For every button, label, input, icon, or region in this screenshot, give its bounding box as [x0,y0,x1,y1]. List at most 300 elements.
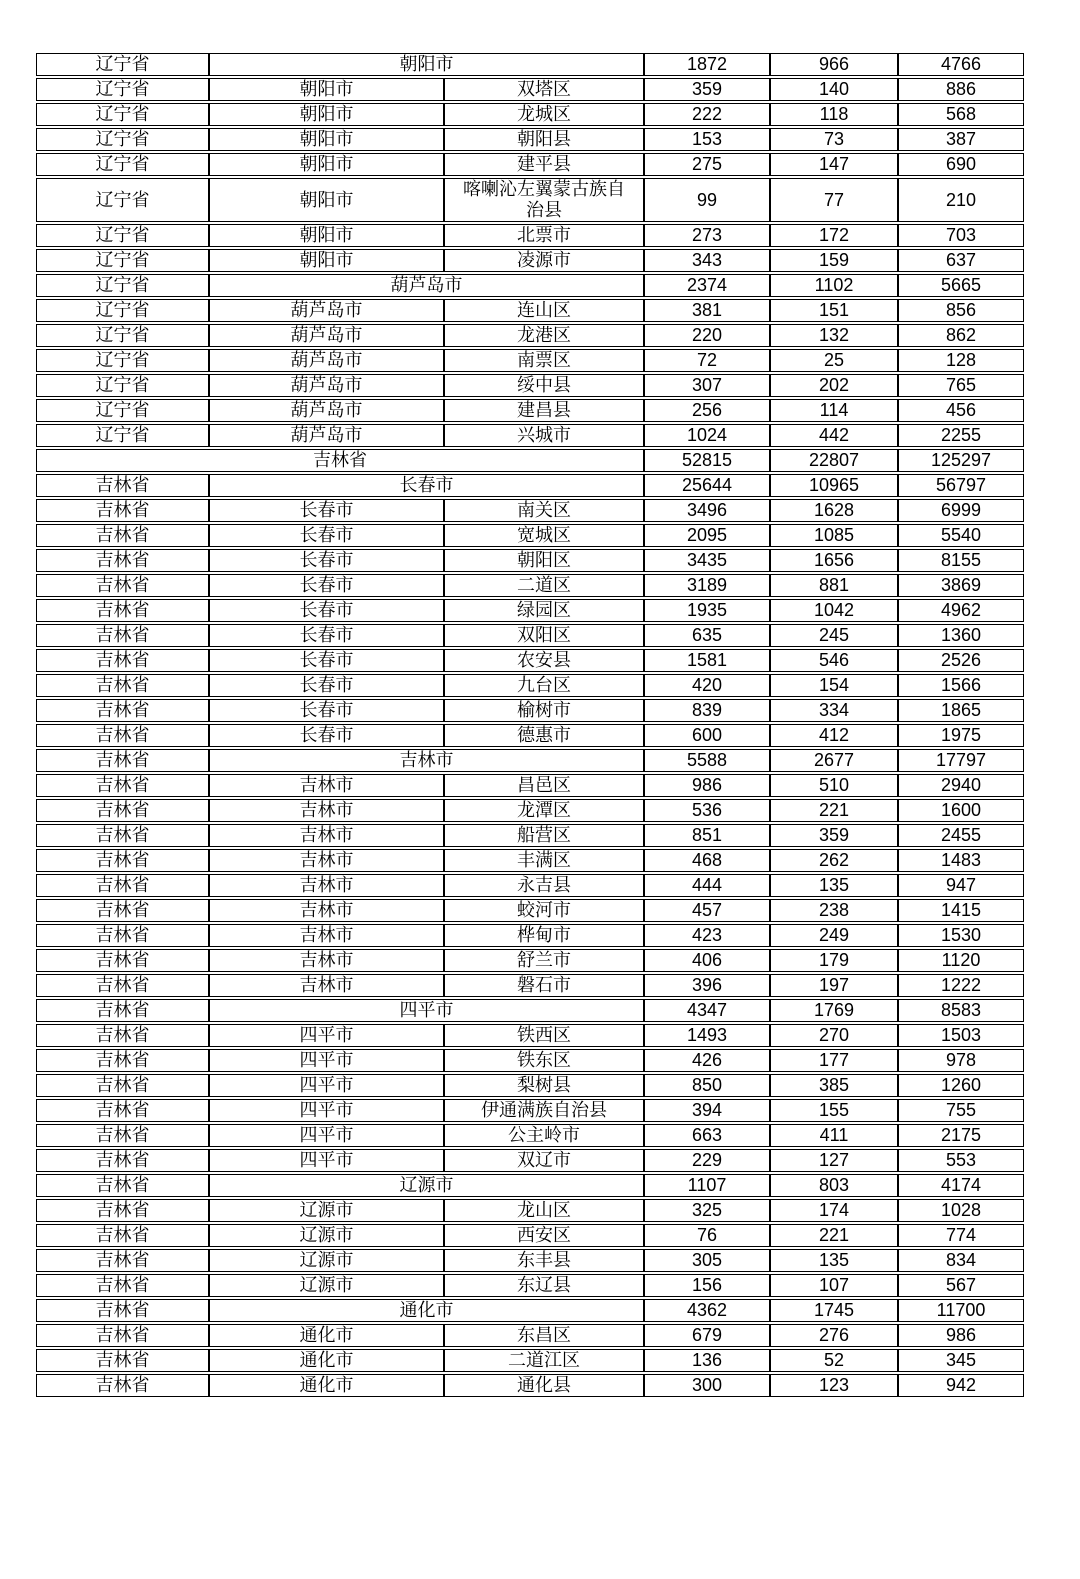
value-cell: 72 [644,349,770,372]
value-cell: 135 [770,1249,898,1272]
value-cell: 8155 [898,549,1024,572]
region-statistics-table [36,51,1024,1399]
table-row [36,324,1024,347]
city-cell: 辽源市 [209,1224,444,1247]
table-row [36,424,1024,447]
district-cell: 铁东区 [444,1049,644,1072]
table-row [36,449,1024,472]
value-cell: 412 [770,724,898,747]
table-row [36,999,1024,1022]
value-cell: 1566 [898,674,1024,697]
value-cell: 140 [770,78,898,101]
value-cell: 179 [770,949,898,972]
province-cell: 辽宁省 [36,274,209,297]
table-row [36,1299,1024,1322]
city-cell: 辽源市 [209,1199,444,1222]
table-row [36,178,1024,222]
value-cell: 567 [898,1274,1024,1297]
value-cell: 197 [770,974,898,997]
city-cell: 朝阳市 [209,224,444,247]
value-cell: 154 [770,674,898,697]
province-cell: 吉林省 [36,1074,209,1097]
district-cell: 永吉县 [444,874,644,897]
province-cell: 辽宁省 [36,153,209,176]
district-cell: 双塔区 [444,78,644,101]
city-cell: 吉林市 [209,824,444,847]
district-cell: 连山区 [444,299,644,322]
value-cell: 221 [770,799,898,822]
value-cell: 394 [644,1099,770,1122]
table-row [36,399,1024,422]
province-cell: 辽宁省 [36,53,209,76]
district-cell: 绥中县 [444,374,644,397]
value-cell: 803 [770,1174,898,1197]
value-cell: 978 [898,1049,1024,1072]
province-total-cell: 吉林省 [36,449,644,472]
value-cell: 127 [770,1149,898,1172]
table-row [36,799,1024,822]
table-row [36,874,1024,897]
value-cell: 679 [644,1324,770,1347]
value-cell: 510 [770,774,898,797]
province-cell: 辽宁省 [36,249,209,272]
city-cell: 长春市 [209,599,444,622]
table-row [36,849,1024,872]
value-cell: 2526 [898,649,1024,672]
value-cell: 4347 [644,999,770,1022]
value-cell: 359 [644,78,770,101]
table-row [36,474,1024,497]
province-cell: 吉林省 [36,499,209,522]
city-total-cell: 四平市 [209,999,644,1022]
value-cell: 153 [644,128,770,151]
city-cell: 吉林市 [209,899,444,922]
district-cell: 龙潭区 [444,799,644,822]
district-cell: 东丰县 [444,1249,644,1272]
value-cell: 387 [898,128,1024,151]
district-cell: 南票区 [444,349,644,372]
value-cell: 4362 [644,1299,770,1322]
value-cell: 690 [898,153,1024,176]
value-cell: 10965 [770,474,898,497]
value-cell: 174 [770,1199,898,1222]
table-row [36,103,1024,126]
province-cell: 吉林省 [36,899,209,922]
value-cell: 325 [644,1199,770,1222]
value-cell: 568 [898,103,1024,126]
district-cell: 二道区 [444,574,644,597]
value-cell: 546 [770,649,898,672]
province-cell: 辽宁省 [36,399,209,422]
table-row [36,574,1024,597]
province-cell: 吉林省 [36,749,209,772]
city-cell: 朝阳市 [209,103,444,126]
province-cell: 吉林省 [36,1274,209,1297]
province-cell: 辽宁省 [36,349,209,372]
table-row [36,1324,1024,1347]
value-cell: 1745 [770,1299,898,1322]
city-cell: 长春市 [209,624,444,647]
district-cell: 昌邑区 [444,774,644,797]
district-cell: 龙城区 [444,103,644,126]
table-row [36,1099,1024,1122]
city-cell: 长春市 [209,724,444,747]
value-cell: 834 [898,1249,1024,1272]
district-cell: 北票市 [444,224,644,247]
city-cell: 四平市 [209,1149,444,1172]
table-row [36,499,1024,522]
city-cell: 长春市 [209,524,444,547]
value-cell: 11700 [898,1299,1024,1322]
value-cell: 5665 [898,274,1024,297]
province-cell: 吉林省 [36,649,209,672]
value-cell: 423 [644,924,770,947]
value-cell: 1656 [770,549,898,572]
value-cell: 2255 [898,424,1024,447]
value-cell: 343 [644,249,770,272]
province-cell: 吉林省 [36,1249,209,1272]
document-page [0,51,1080,1579]
province-cell: 吉林省 [36,874,209,897]
value-cell: 2175 [898,1124,1024,1147]
city-cell: 四平市 [209,1049,444,1072]
city-cell: 吉林市 [209,849,444,872]
value-cell: 76 [644,1224,770,1247]
city-cell: 长春市 [209,674,444,697]
value-cell: 1120 [898,949,1024,972]
district-cell: 九台区 [444,674,644,697]
city-cell: 葫芦岛市 [209,299,444,322]
city-total-cell: 吉林市 [209,749,644,772]
value-cell: 3189 [644,574,770,597]
city-cell: 吉林市 [209,774,444,797]
value-cell: 6999 [898,499,1024,522]
value-cell: 1042 [770,599,898,622]
value-cell: 947 [898,874,1024,897]
value-cell: 25 [770,349,898,372]
province-cell: 辽宁省 [36,224,209,247]
value-cell: 132 [770,324,898,347]
value-cell: 56797 [898,474,1024,497]
province-cell: 吉林省 [36,999,209,1022]
value-cell: 1024 [644,424,770,447]
value-cell: 635 [644,624,770,647]
value-cell: 1975 [898,724,1024,747]
district-cell: 农安县 [444,649,644,672]
value-cell: 221 [770,1224,898,1247]
province-cell: 吉林省 [36,549,209,572]
value-cell: 256 [644,399,770,422]
value-cell: 2455 [898,824,1024,847]
table-row [36,724,1024,747]
value-cell: 128 [898,349,1024,372]
value-cell: 22807 [770,449,898,472]
province-cell: 吉林省 [36,624,209,647]
province-cell: 吉林省 [36,1199,209,1222]
value-cell: 856 [898,299,1024,322]
city-cell: 朝阳市 [209,153,444,176]
province-cell: 吉林省 [36,924,209,947]
value-cell: 305 [644,1249,770,1272]
table-row [36,1049,1024,1072]
table-row [36,624,1024,647]
table-row [36,674,1024,697]
city-cell: 吉林市 [209,874,444,897]
district-cell: 榆树市 [444,699,644,722]
table-row [36,824,1024,847]
province-cell: 辽宁省 [36,424,209,447]
table-row [36,949,1024,972]
province-cell: 吉林省 [36,824,209,847]
district-cell: 兴城市 [444,424,644,447]
value-cell: 125297 [898,449,1024,472]
city-cell: 四平市 [209,1124,444,1147]
district-cell: 朝阳区 [444,549,644,572]
district-cell: 船营区 [444,824,644,847]
value-cell: 986 [898,1324,1024,1347]
value-cell: 2677 [770,749,898,772]
value-cell: 1872 [644,53,770,76]
value-cell: 839 [644,699,770,722]
table-row [36,153,1024,176]
city-cell: 吉林市 [209,924,444,947]
city-cell: 四平市 [209,1074,444,1097]
value-cell: 4766 [898,53,1024,76]
value-cell: 275 [644,153,770,176]
table-row [36,299,1024,322]
value-cell: 273 [644,224,770,247]
table-row [36,1124,1024,1147]
province-cell: 吉林省 [36,849,209,872]
table-row [36,774,1024,797]
city-cell: 辽源市 [209,1249,444,1272]
table-row [36,1224,1024,1247]
value-cell: 3869 [898,574,1024,597]
city-cell: 朝阳市 [209,128,444,151]
district-cell: 桦甸市 [444,924,644,947]
table-row [36,374,1024,397]
city-total-cell: 长春市 [209,474,644,497]
district-cell: 东昌区 [444,1324,644,1347]
district-cell: 绿园区 [444,599,644,622]
value-cell: 1935 [644,599,770,622]
table-row [36,749,1024,772]
district-cell: 舒兰市 [444,949,644,972]
city-cell: 长春市 [209,549,444,572]
city-cell: 朝阳市 [209,249,444,272]
value-cell: 107 [770,1274,898,1297]
table-row [36,1149,1024,1172]
value-cell: 135 [770,874,898,897]
value-cell: 118 [770,103,898,126]
value-cell: 123 [770,1374,898,1397]
value-cell: 444 [644,874,770,897]
value-cell: 385 [770,1074,898,1097]
province-cell: 吉林省 [36,699,209,722]
province-cell: 吉林省 [36,949,209,972]
value-cell: 1102 [770,274,898,297]
value-cell: 986 [644,774,770,797]
city-cell: 吉林市 [209,974,444,997]
district-cell: 宽城区 [444,524,644,547]
value-cell: 5588 [644,749,770,772]
value-cell: 238 [770,899,898,922]
value-cell: 210 [898,178,1024,222]
table-row [36,1249,1024,1272]
table-row [36,1024,1024,1047]
province-cell: 吉林省 [36,524,209,547]
table-row [36,349,1024,372]
value-cell: 307 [644,374,770,397]
value-cell: 8583 [898,999,1024,1022]
province-cell: 辽宁省 [36,103,209,126]
value-cell: 1222 [898,974,1024,997]
value-cell: 426 [644,1049,770,1072]
value-cell: 1628 [770,499,898,522]
province-cell: 吉林省 [36,974,209,997]
value-cell: 862 [898,324,1024,347]
value-cell: 420 [644,674,770,697]
value-cell: 1107 [644,1174,770,1197]
city-cell: 四平市 [209,1024,444,1047]
value-cell: 881 [770,574,898,597]
value-cell: 765 [898,374,1024,397]
value-cell: 270 [770,1024,898,1047]
value-cell: 73 [770,128,898,151]
value-cell: 536 [644,799,770,822]
province-cell: 吉林省 [36,474,209,497]
district-cell: 龙港区 [444,324,644,347]
value-cell: 774 [898,1224,1024,1247]
district-cell: 通化县 [444,1374,644,1397]
city-cell: 长春市 [209,649,444,672]
value-cell: 222 [644,103,770,126]
value-cell: 886 [898,78,1024,101]
city-cell: 朝阳市 [209,78,444,101]
value-cell: 2940 [898,774,1024,797]
value-cell: 77 [770,178,898,222]
city-cell: 通化市 [209,1349,444,1372]
value-cell: 334 [770,699,898,722]
province-cell: 吉林省 [36,1299,209,1322]
city-cell: 葫芦岛市 [209,324,444,347]
province-cell: 吉林省 [36,1124,209,1147]
city-cell: 朝阳市 [209,178,444,222]
table-row [36,974,1024,997]
district-cell: 东辽县 [444,1274,644,1297]
value-cell: 1865 [898,699,1024,722]
value-cell: 300 [644,1374,770,1397]
value-cell: 155 [770,1099,898,1122]
province-cell: 吉林省 [36,774,209,797]
city-cell: 葫芦岛市 [209,399,444,422]
value-cell: 5540 [898,524,1024,547]
value-cell: 1503 [898,1024,1024,1047]
table-row [36,1174,1024,1197]
district-cell: 南关区 [444,499,644,522]
value-cell: 406 [644,949,770,972]
value-cell: 25644 [644,474,770,497]
province-cell: 辽宁省 [36,324,209,347]
value-cell: 52815 [644,449,770,472]
value-cell: 456 [898,399,1024,422]
value-cell: 3496 [644,499,770,522]
province-cell: 辽宁省 [36,78,209,101]
province-cell: 吉林省 [36,724,209,747]
value-cell: 151 [770,299,898,322]
value-cell: 229 [644,1149,770,1172]
city-cell: 长春市 [209,499,444,522]
city-cell: 通化市 [209,1374,444,1397]
province-cell: 吉林省 [36,1374,209,1397]
value-cell: 52 [770,1349,898,1372]
city-cell: 葫芦岛市 [209,424,444,447]
table-row [36,1349,1024,1372]
value-cell: 245 [770,624,898,647]
table-row [36,78,1024,101]
value-cell: 457 [644,899,770,922]
value-cell: 1085 [770,524,898,547]
value-cell: 1530 [898,924,1024,947]
district-cell: 蛟河市 [444,899,644,922]
value-cell: 396 [644,974,770,997]
value-cell: 442 [770,424,898,447]
value-cell: 4174 [898,1174,1024,1197]
value-cell: 755 [898,1099,1024,1122]
district-cell: 双阳区 [444,624,644,647]
value-cell: 114 [770,399,898,422]
table-row [36,249,1024,272]
value-cell: 966 [770,53,898,76]
district-cell: 喀喇沁左翼蒙古族自治县 [444,178,644,222]
city-total-cell: 辽源市 [209,1174,644,1197]
value-cell: 1360 [898,624,1024,647]
province-cell: 辽宁省 [36,299,209,322]
value-cell: 1260 [898,1074,1024,1097]
table-row [36,274,1024,297]
district-cell: 伊通满族自治县 [444,1099,644,1122]
district-cell: 铁西区 [444,1024,644,1047]
district-cell: 建平县 [444,153,644,176]
value-cell: 249 [770,924,898,947]
value-cell: 381 [644,299,770,322]
value-cell: 637 [898,249,1024,272]
city-cell: 吉林市 [209,799,444,822]
city-cell: 长春市 [209,699,444,722]
city-cell: 通化市 [209,1324,444,1347]
value-cell: 553 [898,1149,1024,1172]
province-cell: 吉林省 [36,574,209,597]
value-cell: 411 [770,1124,898,1147]
city-cell: 葫芦岛市 [209,374,444,397]
city-cell: 辽源市 [209,1274,444,1297]
table-row [36,524,1024,547]
province-cell: 辽宁省 [36,178,209,222]
value-cell: 220 [644,324,770,347]
table-row [36,699,1024,722]
district-cell: 德惠市 [444,724,644,747]
city-total-cell: 朝阳市 [209,53,644,76]
value-cell: 4962 [898,599,1024,622]
value-cell: 1415 [898,899,1024,922]
region-statistics-table-body [36,53,1024,1397]
value-cell: 156 [644,1274,770,1297]
district-cell: 二道江区 [444,1349,644,1372]
value-cell: 2095 [644,524,770,547]
province-cell: 吉林省 [36,1024,209,1047]
province-cell: 辽宁省 [36,128,209,151]
district-cell: 公主岭市 [444,1124,644,1147]
